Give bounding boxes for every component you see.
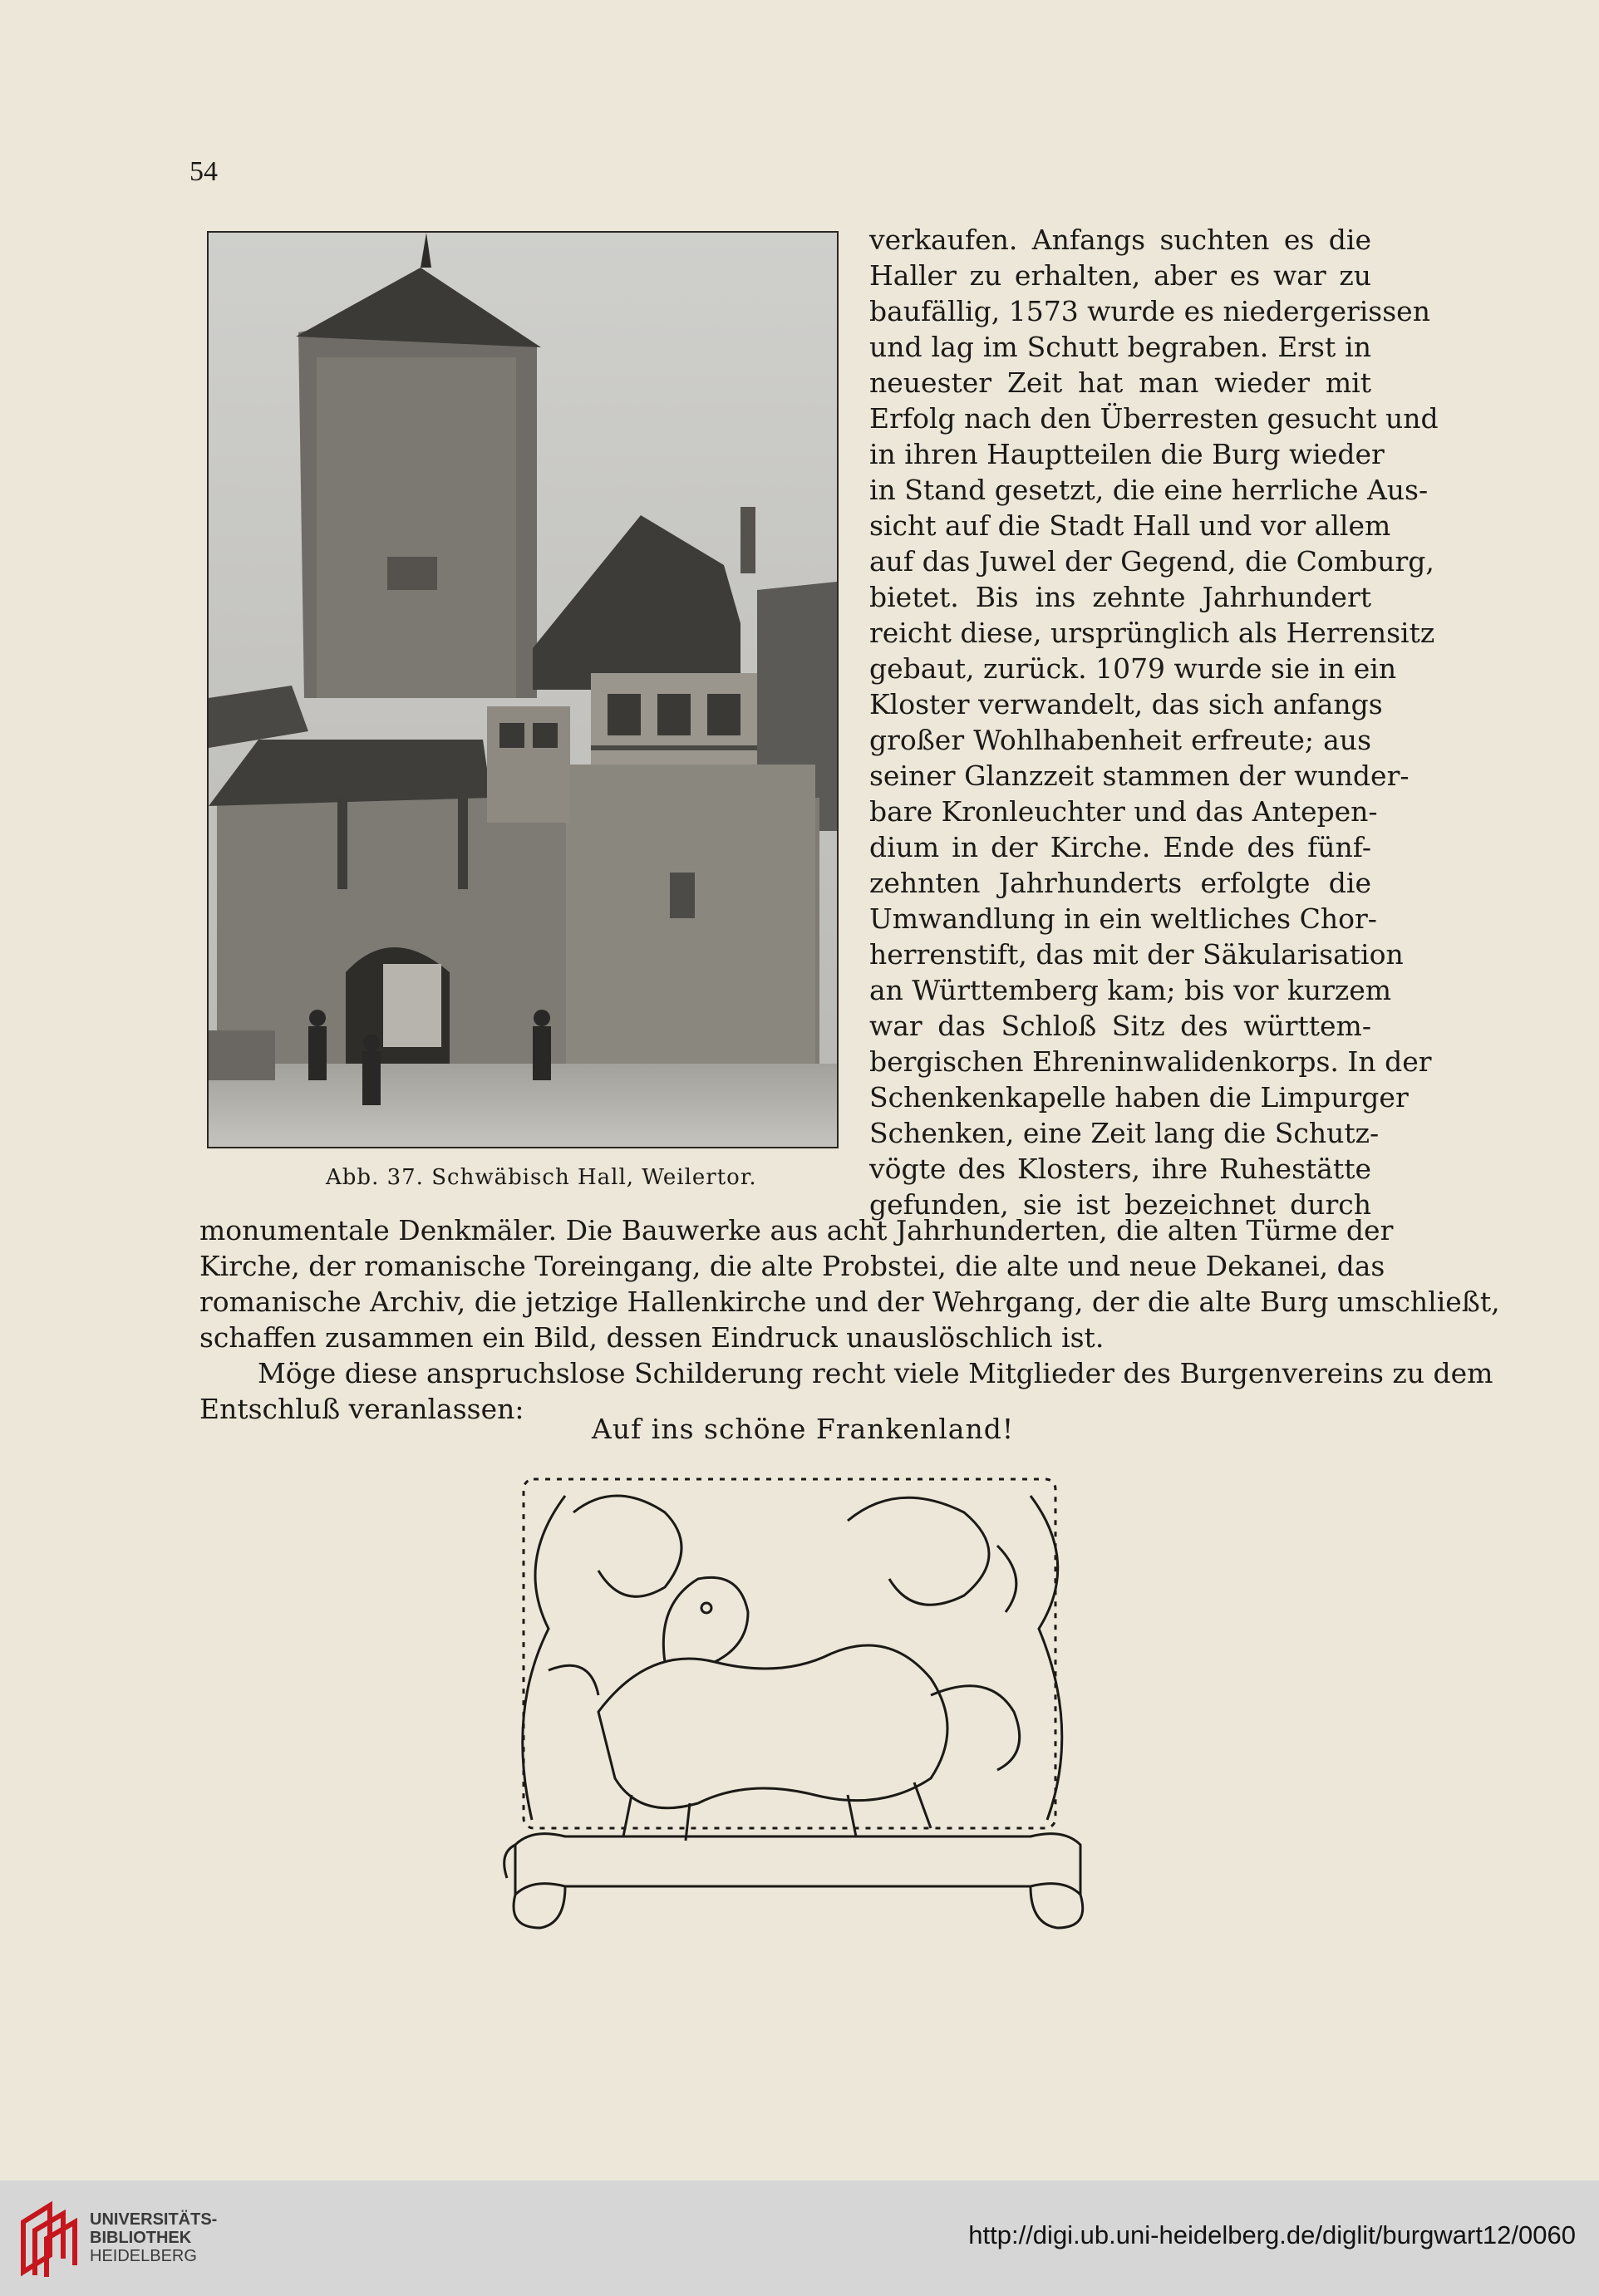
text-line: sicht auf die Stadt Hall und vor allem xyxy=(869,509,1391,542)
text-line: monumentale Denkmäler. Die Bauwerke aus acht Jahrhunderten, die alten Türme der xyxy=(199,1214,1394,1246)
text-line: in ihren Hauptteilen die Burg wieder xyxy=(869,438,1385,470)
figure-caption: Abb. 37. Schwäbisch Hall, Weilertor. xyxy=(326,1165,757,1190)
text-line: Kloster verwandelt, das sich anfangs xyxy=(869,688,1383,720)
text-line: bare Kronleuchter und das Antepen- xyxy=(869,795,1378,828)
text-line: gefunden, sie ist bezeichnet durch xyxy=(869,1188,1371,1221)
page-number: 54 xyxy=(189,156,218,187)
text-line: in Stand gesetzt, die eine herrliche Aus- xyxy=(869,474,1429,506)
text-line: seiner Glanzzeit stammen der wunder- xyxy=(869,760,1410,792)
text-line: Schenkenkapelle haben die Limpurger xyxy=(869,1081,1409,1114)
text-line: Haller zu erhalten, aber es war zu xyxy=(869,259,1371,292)
closing-line: Auf ins schöne Frankenland! xyxy=(592,1413,1015,1445)
text-line: und lag im Schutt begraben. Erst in xyxy=(869,331,1371,363)
text-line: dium in der Kirche. Ende des fünf- xyxy=(869,831,1371,863)
logo-line: UNIVERSITÄTS- xyxy=(90,2210,218,2229)
text-line: neuester Zeit hat man wieder mit xyxy=(869,366,1371,399)
text-line: reicht diese, ursprünglich als Herrensitz xyxy=(869,617,1435,649)
logo-line: HEIDELBERG xyxy=(90,2247,197,2265)
library-logo-text xyxy=(90,2210,217,2265)
text-line: auf das Juwel der Gegend, die Comburg, xyxy=(869,545,1434,578)
column-text xyxy=(869,222,1439,1222)
full-width-text xyxy=(199,1212,1500,1427)
text-line: großer Wohlhabenheit erfreute; aus xyxy=(869,724,1371,756)
text-line: bergischen Ehreninwalidenkorps. In der xyxy=(869,1045,1432,1078)
text-line: Möge diese anspruchslose Schilderung recht viele Mitglieder des Burgenvereins zu dem xyxy=(258,1357,1493,1389)
text-line: Entschluß veranlassen: xyxy=(199,1393,524,1425)
text-line: bietet. Bis ins zehnte Jahrhundert xyxy=(869,581,1371,613)
logo-line: BIBLIOTHEK xyxy=(90,2229,192,2247)
text-line: Kirche, der romanische Toreingang, die alte Probstei, die alte und neue Dekanei, das xyxy=(199,1250,1385,1282)
text-line: war das Schloß Sitz des württem- xyxy=(869,1010,1371,1042)
text-line: Schenken, eine Zeit lang die Schutz- xyxy=(869,1117,1380,1149)
figure-photo-weilertor xyxy=(207,231,839,1148)
text-line: gebaut, zurück. 1079 wurde sie in ein xyxy=(869,652,1397,685)
text-line: baufällig, 1573 wurde es niedergerissen xyxy=(869,295,1430,327)
footer-bar xyxy=(0,2180,1599,2296)
text-line: schaffen zusammen ein Bild, dessen Eindruck unauslöschlich ist. xyxy=(199,1321,1105,1354)
lion-vignette-ornament xyxy=(499,1463,1097,1944)
text-line: romanische Archiv, die jetzige Hallenkirche und der Wehrgang, der die alte Burg umschließt, xyxy=(199,1286,1500,1318)
library-logo-icon xyxy=(17,2199,80,2279)
text-line: Erfolg nach den Überresten gesucht und xyxy=(869,402,1439,435)
text-line: Umwandlung in ein weltliches Chor- xyxy=(869,902,1377,935)
text-line: verkaufen. Anfangs suchten es die xyxy=(869,224,1371,256)
text-line: vögte des Klosters, ihre Ruhestätte xyxy=(869,1153,1371,1185)
text-line: an Württemberg kam; bis vor kurzem xyxy=(869,974,1392,1006)
text-line: zehnten Jahrhunderts erfolgte die xyxy=(869,867,1371,899)
text-line: herrenstift, das mit der Säkularisation xyxy=(869,938,1404,971)
source-url-link[interactable]: http://digi.ub.uni-heidelberg.de/diglit/burgwart12/0060 xyxy=(968,2220,1576,2249)
